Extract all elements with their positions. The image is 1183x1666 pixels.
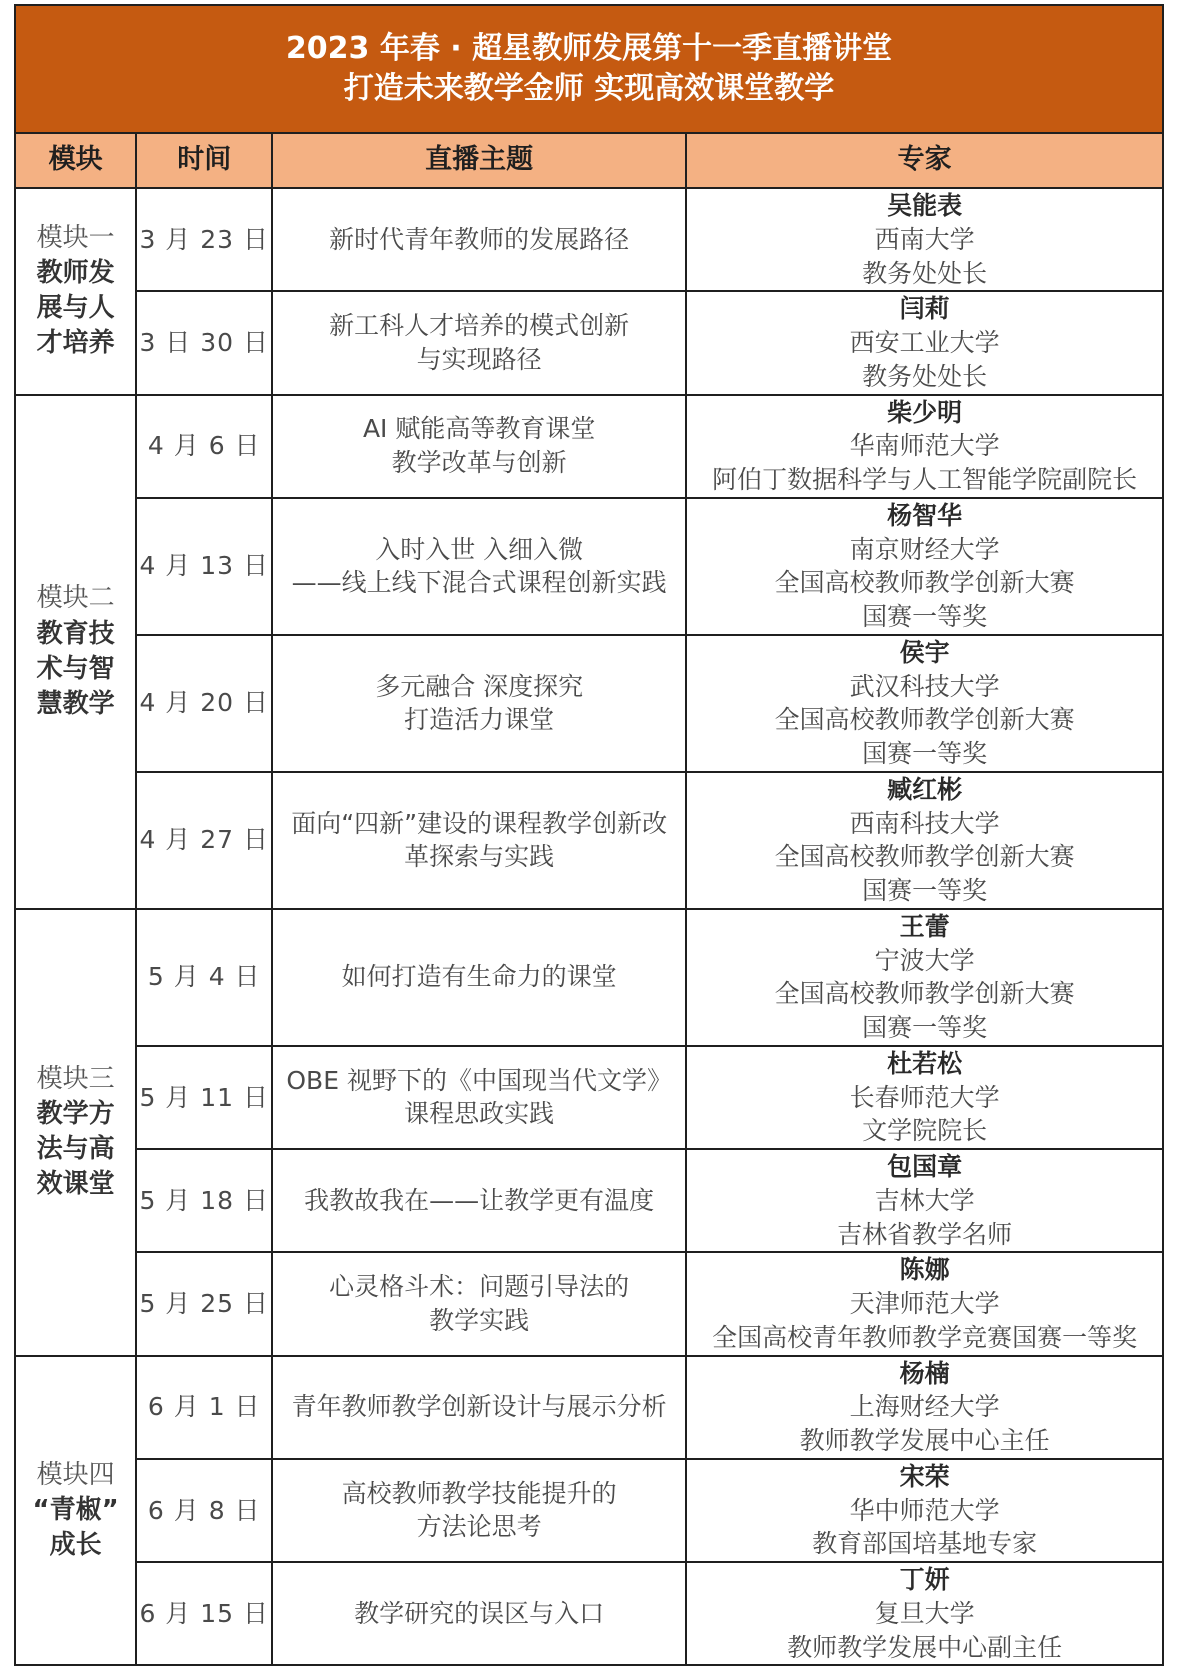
expert-name: 杜若松 — [887, 1048, 963, 1078]
module-name: 模块三 — [36, 1063, 115, 1094]
expert-cell — [686, 909, 1163, 1046]
header-module: 模块 — [15, 133, 136, 188]
expert-detail-line: 全国高校青年教师教学竞赛国赛一等奖 — [712, 1322, 1138, 1352]
title-line-2: 打造未来教学金师 实现高效课堂教学 — [343, 71, 835, 106]
module-subtitle-line: 教学方 — [36, 1099, 115, 1130]
table-row — [15, 1149, 1163, 1252]
expert-detail-line: 国赛一等奖 — [862, 876, 988, 905]
expert-detail-line: 天津师范大学 — [849, 1289, 1000, 1318]
table-row — [15, 909, 1163, 1046]
module-subtitle-line: 教育技 — [36, 618, 115, 649]
module-cell — [15, 395, 136, 909]
topic-line: 新时代青年教师的发展路径 — [329, 224, 630, 254]
topic-line: 新工科人才培养的模式创新 — [329, 311, 630, 341]
topic-line: 与实现路径 — [416, 344, 542, 374]
expert-name: 柴少明 — [887, 397, 963, 427]
topic-line: 方法论思考 — [416, 1512, 542, 1542]
date-cell: 3 日 30 日 — [136, 291, 272, 394]
table-row — [15, 1356, 1163, 1459]
module-subtitle-line: 才培养 — [36, 328, 115, 359]
topic-cell — [272, 498, 686, 635]
topic-line: 教学实践 — [429, 1305, 530, 1335]
topic-line: 面向“四新”建设的课程教学创新改 — [291, 808, 668, 838]
title-line-1: 2023 年春 · 超星教师发展第十一季直播讲堂 — [285, 30, 893, 66]
topic-line: 教学改革与创新 — [391, 448, 567, 478]
expert-detail-line: 文学院院长 — [862, 1116, 988, 1146]
topic-line: 多元融合 深度探究 — [375, 671, 584, 701]
table-row — [15, 291, 1163, 394]
expert-cell — [686, 772, 1163, 909]
date-cell: 5 月 18 日 — [136, 1149, 272, 1252]
topic-line: AI 赋能高等教育课堂 — [362, 414, 596, 444]
topic-cell — [272, 1149, 686, 1252]
expert-name: 陈娜 — [899, 1255, 950, 1285]
module-name: 模块四 — [36, 1459, 115, 1490]
expert-detail-line: 全国高校教师教学创新大赛 — [774, 568, 1075, 598]
module-name: 模块一 — [36, 223, 115, 254]
expert-name: 丁妍 — [899, 1565, 950, 1594]
table-row — [15, 1252, 1163, 1355]
module-subtitle-line: “青椒” — [32, 1494, 119, 1525]
module-subtitle-line: 法与高 — [36, 1134, 115, 1165]
header-time: 时间 — [136, 133, 272, 188]
table-row — [15, 498, 1163, 635]
topic-line: 教学研究的误区与入口 — [354, 1598, 605, 1628]
expert-detail-line: 西南大学 — [874, 224, 975, 254]
expert-cell — [686, 1562, 1163, 1665]
expert-cell — [686, 1459, 1163, 1562]
header-topic: 直播主题 — [272, 133, 686, 188]
table-row — [15, 1562, 1163, 1665]
expert-detail-line: 全国高校教师教学创新大赛 — [774, 705, 1075, 735]
module-subtitle-line: 成长 — [49, 1529, 102, 1560]
topic-line: 革探索与实践 — [404, 842, 555, 872]
expert-name: 杨智华 — [887, 500, 963, 530]
title-banner — [15, 5, 1163, 133]
expert-cell — [686, 291, 1163, 394]
date-cell: 6 月 1 日 — [136, 1356, 272, 1459]
expert-detail-line: 吉林省教学名师 — [837, 1219, 1013, 1249]
expert-cell — [686, 498, 1163, 635]
date-cell: 4 月 13 日 — [136, 498, 272, 635]
header-row — [15, 133, 1163, 188]
module-subtitle-line: 展与人 — [36, 293, 115, 324]
table-row — [15, 395, 1163, 498]
table-row — [15, 772, 1163, 909]
topic-cell — [272, 291, 686, 394]
expert-name: 包国章 — [887, 1152, 963, 1181]
expert-cell — [686, 395, 1163, 498]
header-expert: 专家 — [686, 133, 1163, 188]
expert-name: 闫莉 — [899, 294, 950, 324]
module-subtitle-line: 效课堂 — [36, 1169, 115, 1200]
topic-cell — [272, 909, 686, 1046]
topic-cell — [272, 1046, 686, 1149]
date-cell: 4 月 6 日 — [136, 395, 272, 498]
topic-line: OBE 视野下的《中国现当代文学》 — [286, 1065, 672, 1095]
expert-cell — [686, 1252, 1163, 1355]
table-row — [15, 1459, 1163, 1562]
topic-line: 高校教师教学技能提升的 — [341, 1478, 617, 1508]
expert-detail-line: 全国高校教师教学创新大赛 — [774, 979, 1075, 1009]
date-cell: 5 月 4 日 — [136, 909, 272, 1046]
expert-cell — [686, 1046, 1163, 1149]
expert-detail-line: 复旦大学 — [874, 1598, 975, 1628]
expert-detail-line: 教育部国培基地专家 — [812, 1529, 1038, 1559]
expert-detail-line: 西安工业大学 — [849, 328, 1000, 357]
table-row — [15, 635, 1163, 772]
expert-name: 侯宇 — [899, 637, 950, 667]
module-subtitle-line: 教师发 — [36, 258, 115, 289]
expert-detail-line: 武汉科技大学 — [849, 671, 1000, 701]
topic-line: 打造活力课堂 — [404, 705, 555, 735]
expert-cell — [686, 188, 1163, 291]
topic-line: 心灵格斗术：问题引导法的 — [329, 1272, 630, 1302]
expert-detail-line: 教师教学发展中心主任 — [799, 1426, 1050, 1455]
expert-name: 王蕾 — [899, 911, 950, 941]
expert-detail-line: 华中师范大学 — [849, 1495, 1000, 1525]
date-cell: 5 月 25 日 — [136, 1252, 272, 1355]
topic-line: 课程思政实践 — [404, 1099, 555, 1129]
topic-cell — [272, 188, 686, 291]
title-row — [15, 5, 1163, 133]
topic-line: 入时入世 入细入微 — [375, 534, 584, 564]
expert-cell — [686, 635, 1163, 772]
expert-detail-line: 全国高校教师教学创新大赛 — [774, 842, 1075, 872]
date-cell: 6 月 8 日 — [136, 1459, 272, 1562]
expert-name: 吴能表 — [887, 191, 963, 220]
topic-cell — [272, 395, 686, 498]
module-subtitle-line: 术与智 — [36, 653, 115, 684]
expert-detail-line: 教务处处长 — [862, 258, 988, 288]
topic-cell — [272, 1356, 686, 1459]
expert-name: 宋荣 — [899, 1461, 950, 1491]
expert-detail-line: 长春师范大学 — [849, 1082, 1000, 1112]
module-cell — [15, 1356, 136, 1666]
expert-detail-line: 国赛一等奖 — [862, 739, 988, 768]
expert-cell — [686, 1356, 1163, 1459]
expert-cell — [686, 1149, 1163, 1252]
date-cell: 5 月 11 日 — [136, 1046, 272, 1149]
topic-line: ——线上线下混合式课程创新实践 — [291, 568, 667, 598]
schedule-table — [14, 4, 1164, 1666]
date-cell: 4 月 27 日 — [136, 772, 272, 909]
expert-detail-line: 国赛一等奖 — [862, 602, 988, 631]
expert-detail-line: 教师教学发展中心副主任 — [787, 1632, 1063, 1662]
table-row — [15, 1046, 1163, 1149]
expert-name: 杨楠 — [899, 1358, 950, 1388]
date-cell: 6 月 15 日 — [136, 1562, 272, 1665]
expert-detail-line: 南京财经大学 — [849, 534, 1000, 564]
module-cell — [15, 909, 136, 1356]
topic-line: 我教故我在——让教学更有温度 — [304, 1185, 655, 1215]
expert-name: 臧红彬 — [887, 774, 963, 804]
topic-line: 如何打造有生命力的课堂 — [341, 962, 617, 992]
topic-cell — [272, 1459, 686, 1562]
topic-line: 青年教师教学创新设计与展示分析 — [291, 1392, 667, 1422]
expert-detail-line: 阿伯丁数据科学与人工智能学院副院长 — [712, 465, 1138, 494]
topic-cell — [272, 1562, 686, 1665]
topic-cell — [272, 635, 686, 772]
expert-detail-line: 国赛一等奖 — [862, 1013, 988, 1042]
table-row — [15, 188, 1163, 291]
expert-detail-line: 华南师范大学 — [849, 431, 1000, 461]
date-cell: 4 月 20 日 — [136, 635, 272, 772]
expert-detail-line: 宁波大学 — [874, 945, 975, 975]
expert-detail-line: 吉林大学 — [874, 1185, 975, 1215]
topic-cell — [272, 772, 686, 909]
expert-detail-line: 西南科技大学 — [849, 808, 1000, 838]
topic-cell — [272, 1252, 686, 1355]
module-subtitle-line: 慧教学 — [36, 688, 115, 719]
module-cell — [15, 188, 136, 395]
module-name: 模块二 — [36, 583, 115, 614]
date-cell: 3 月 23 日 — [136, 188, 272, 291]
expert-detail-line: 教务处处长 — [862, 361, 988, 391]
expert-detail-line: 上海财经大学 — [849, 1392, 1000, 1422]
